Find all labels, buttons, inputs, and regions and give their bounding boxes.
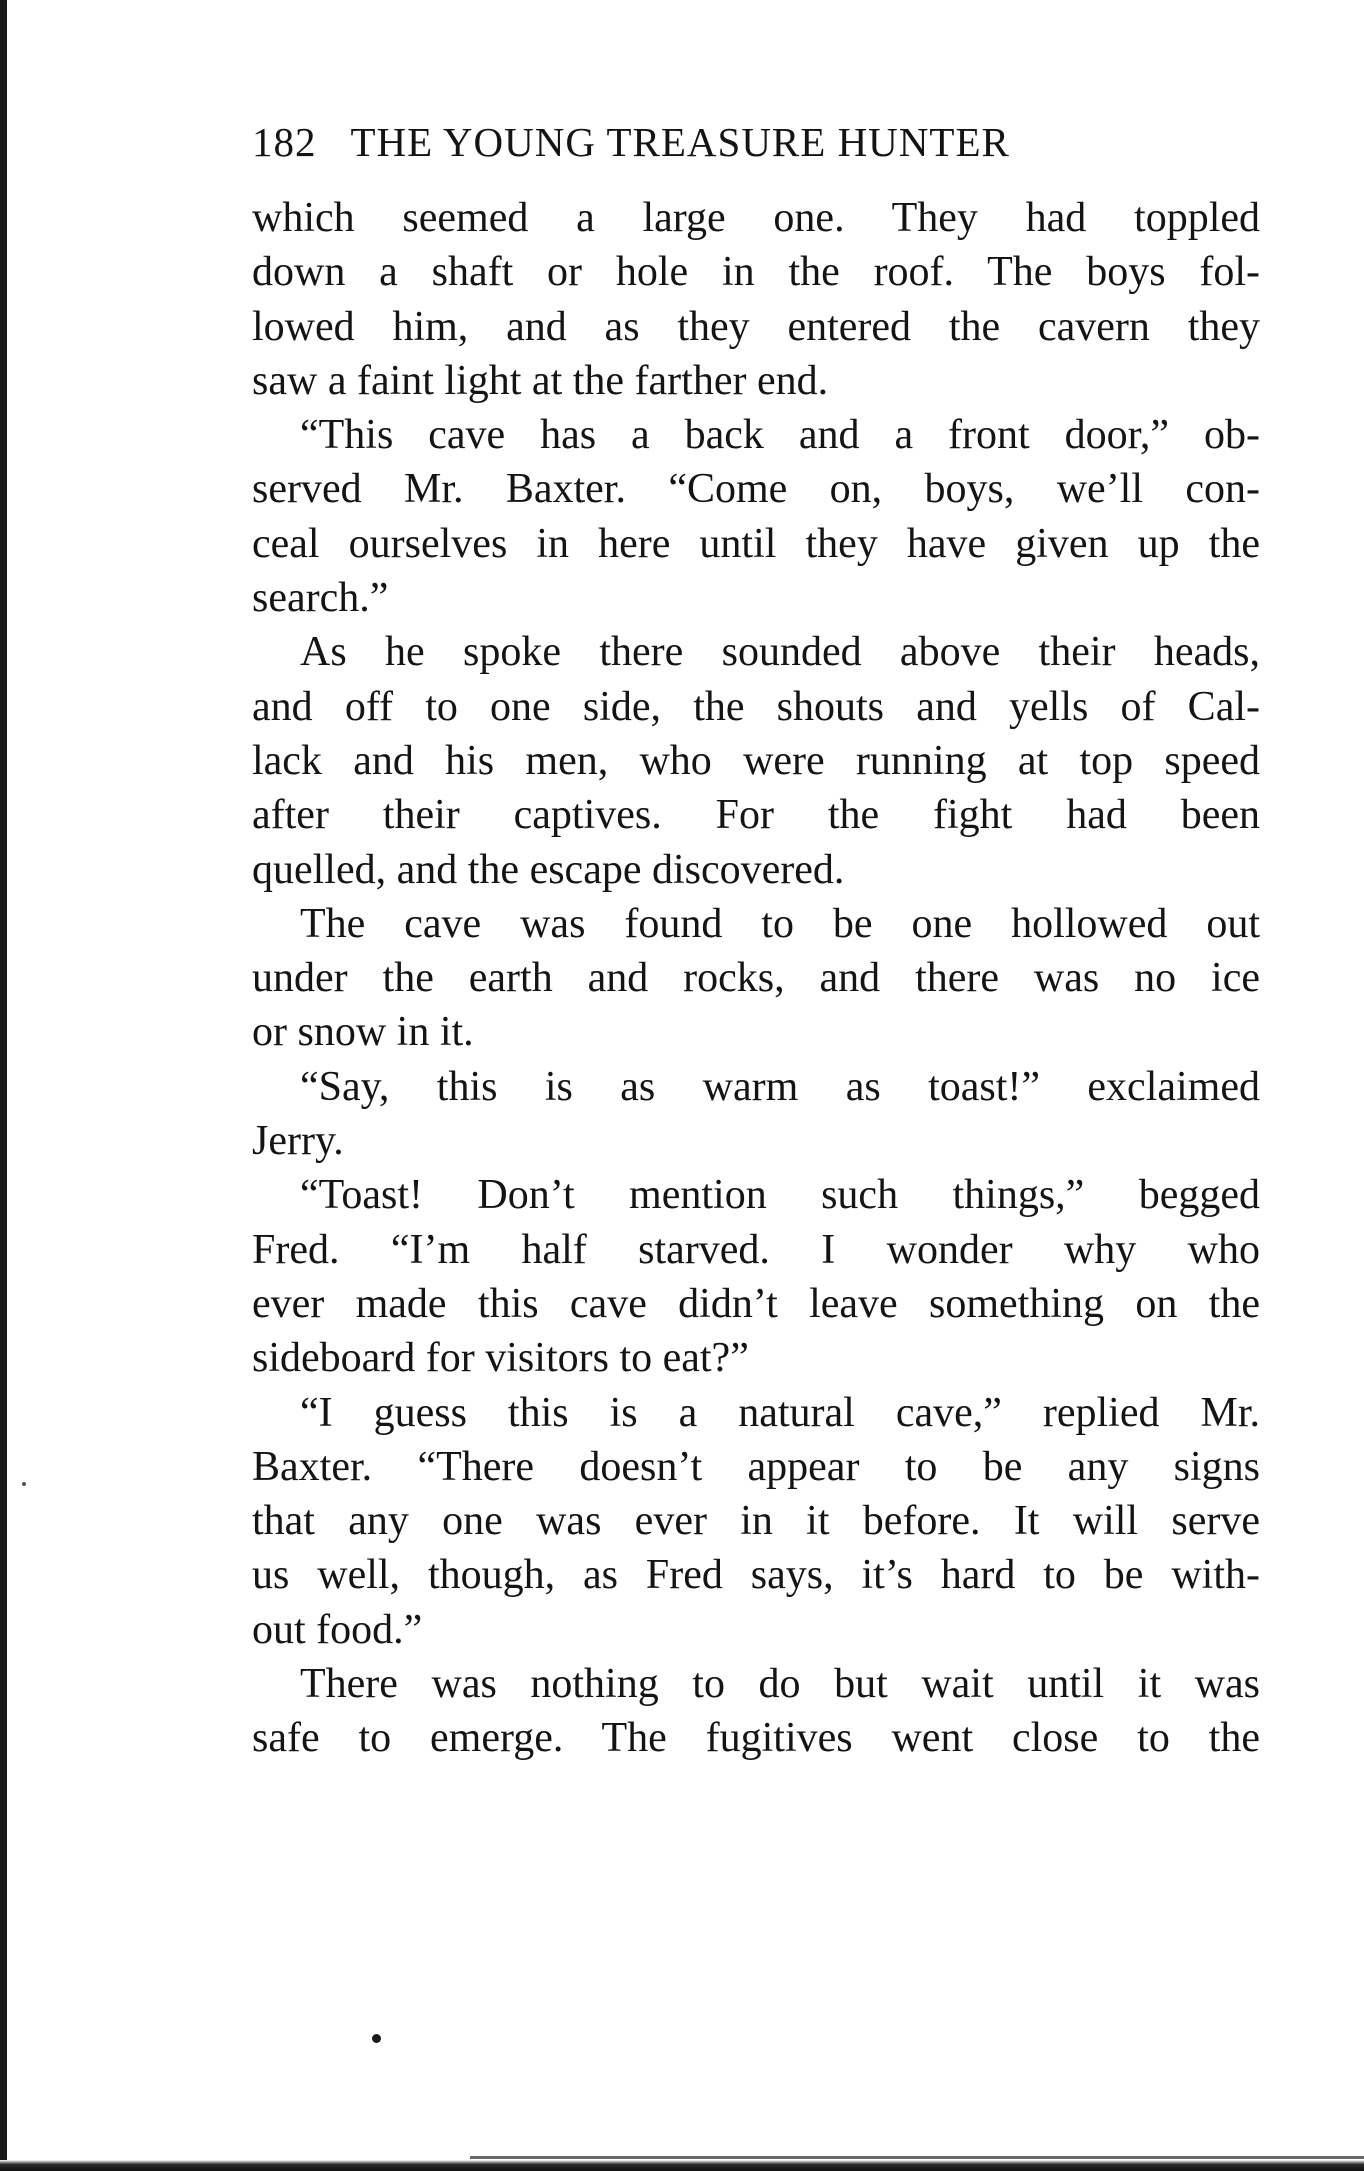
running-title: THE YOUNG TREASURE HUNTER [350,119,1010,165]
paragraph [252,1168,1260,1385]
paragraph [252,1386,1260,1657]
page-left-edge-shadow [0,0,7,2171]
text-line: As he spoke there sounded above their heads, [300,629,1260,676]
running-header [252,118,1152,178]
text-line: “I guess this is a natural cave,” replied Mr. [300,1389,1260,1436]
paragraph [252,191,1260,408]
text-line: under the earth and rocks, and there was no ice [252,955,1260,1002]
text-line: ever made this cave didn’t leave something on the [252,1280,1260,1327]
text-line: and off to one side, the shouts and yells of Cal- [252,683,1260,730]
text-line: or snow in it. [252,1009,474,1056]
text-line: sideboard for visitors to eat?” [252,1335,749,1382]
text-line: ceal ourselves in here until they have given up the [252,520,1260,567]
text-line: safe to emerge. The fugitives went close to the [252,1715,1260,1762]
text-line: There was nothing to do but wait until it was [300,1661,1260,1708]
text-line: Baxter. “There doesn’t appear to be any signs [252,1443,1260,1490]
text-line: down a shaft or hole in the roof. The boys fol- [252,249,1260,296]
text-line: search.” [252,575,389,622]
text-line: that any one was ever in it before. It will serve [252,1498,1260,1545]
text-line: lowed him, and as they entered the cavern they [252,303,1260,350]
page-bottom-edge-shadow [0,2160,1364,2171]
text-line: “Say, this is as warm as toast!” exclaimed [300,1063,1260,1110]
page-bottom-rule [470,2156,1364,2159]
text-line: quelled, and the escape discovered. [252,846,845,893]
paragraph [252,625,1260,896]
paragraph [252,1657,1260,1766]
text-line: lack and his men, who were running at top speed [252,737,1260,784]
text-line: which seemed a large one. They had toppled [252,195,1260,241]
text-line: served Mr. Baxter. “Come on, boys, we’ll con- [252,466,1260,513]
paper-speck [22,1482,26,1486]
text-line: “Toast! Don’t mention such things,” begged [300,1172,1260,1219]
paragraph [252,408,1260,625]
text-line: The cave was found to be one hollowed out [300,900,1260,947]
ink-dot [372,2034,381,2043]
text-line: out food.” [252,1606,423,1653]
text-line: “This cave has a back and a front door,” ob- [300,412,1260,459]
paragraph [252,1060,1260,1169]
paragraph [252,897,1260,1060]
text-line: us well, though, as Fred says, it’s hard to be with- [252,1552,1260,1599]
body-text [252,191,1260,1766]
text-line: Jerry. [252,1118,344,1165]
page-number: 182 [252,119,317,165]
text-line: saw a faint light at the farther end. [252,357,829,404]
text-line: Fred. “I’m half starved. I wonder why who [252,1226,1260,1273]
text-line: after their captives. For the fight had been [252,792,1260,839]
